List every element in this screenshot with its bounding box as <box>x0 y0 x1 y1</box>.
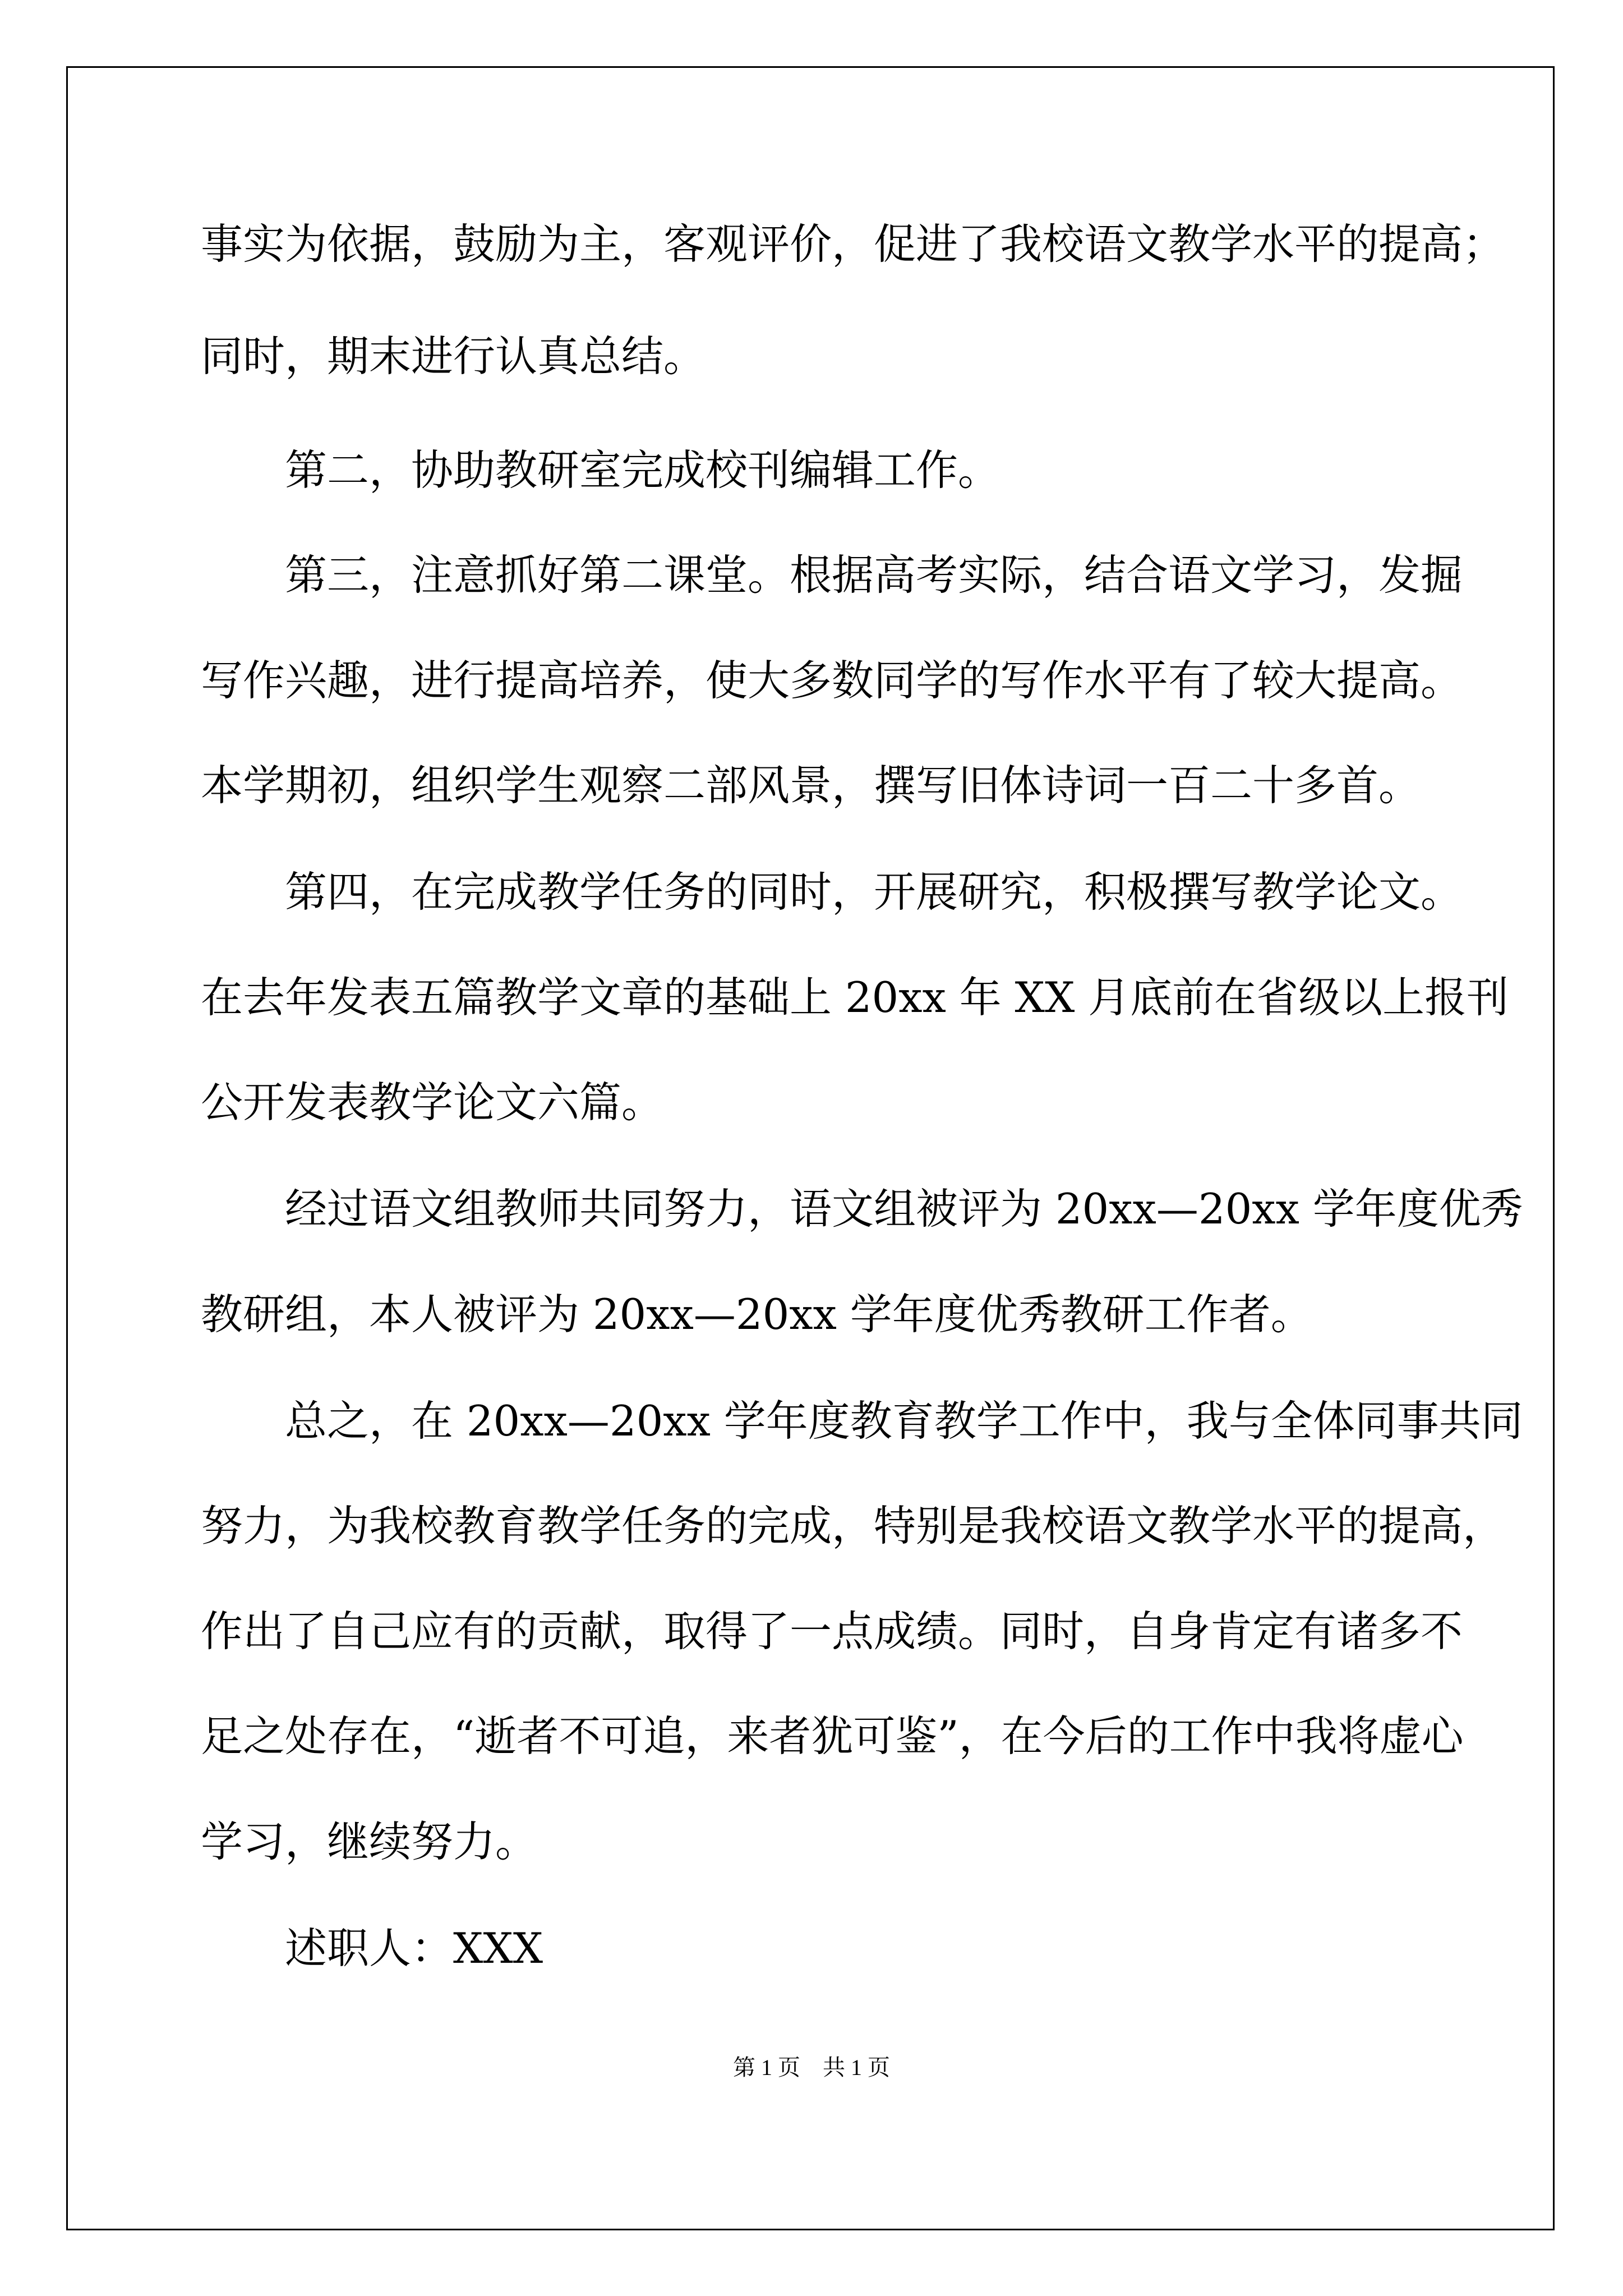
text-line: 公开发表教学论文六篇。 <box>201 1078 664 1127</box>
text-line: 本学期初，组织学生观察二部风景，撰写旧体诗词一百二十多首。 <box>201 761 1421 810</box>
text-line: 努力，为我校教育教学任务的完成，特别是我校语文教学水平的提高， <box>201 1501 1505 1550</box>
text-line: 在去年发表五篇教学文章的基础上 20xx 年 XX 月底前在省级以上报刊 <box>201 973 1509 1022</box>
text-line: 同时，期末进行认真总结。 <box>201 332 706 381</box>
text-line: 作出了自己应有的贡献，取得了一点成绩。同时，自身肯定有诸多不 <box>201 1607 1463 1656</box>
page-frame <box>66 66 1555 2230</box>
page-footer: 第 1 页 共 1 页 <box>733 2055 890 2080</box>
paragraph-start-line: 经过语文组教师共同努力，语文组被评为 20xx—20xx 学年度优秀 <box>285 1184 1523 1234</box>
text-line: 学习，继续努力。 <box>201 1817 538 1866</box>
text-line: 教研组，本人被评为 20xx—20xx 学年度优秀教研工作者。 <box>201 1290 1313 1339</box>
text-line: 写作兴趣，进行提高培养，使大多数同学的写作水平有了较大提高。 <box>201 656 1463 705</box>
paragraph-start-line: 第四，在完成教学任务的同时，开展研究，积极撰写教学论文。 <box>285 867 1463 917</box>
text-line: 足之处存在，“逝者不可追，来者犹可鉴”，在今后的工作中我将虚心 <box>201 1711 1464 1761</box>
paragraph-start-line: 第二，协助教研室完成校刊编辑工作。 <box>285 445 1000 495</box>
text-line: 事实为依据，鼓励为主，客观评价，促进了我校语文教学水平的提高； <box>201 219 1505 269</box>
paragraph-start-line: 总之，在 20xx—20xx 学年度教育教学工作中，我与全体同事共同 <box>285 1396 1523 1446</box>
signature-line: 述职人：XXX <box>285 1924 543 1973</box>
paragraph-start-line: 第三，注意抓好第二课堂。根据高考实际，结合语文学习，发掘 <box>285 550 1463 600</box>
